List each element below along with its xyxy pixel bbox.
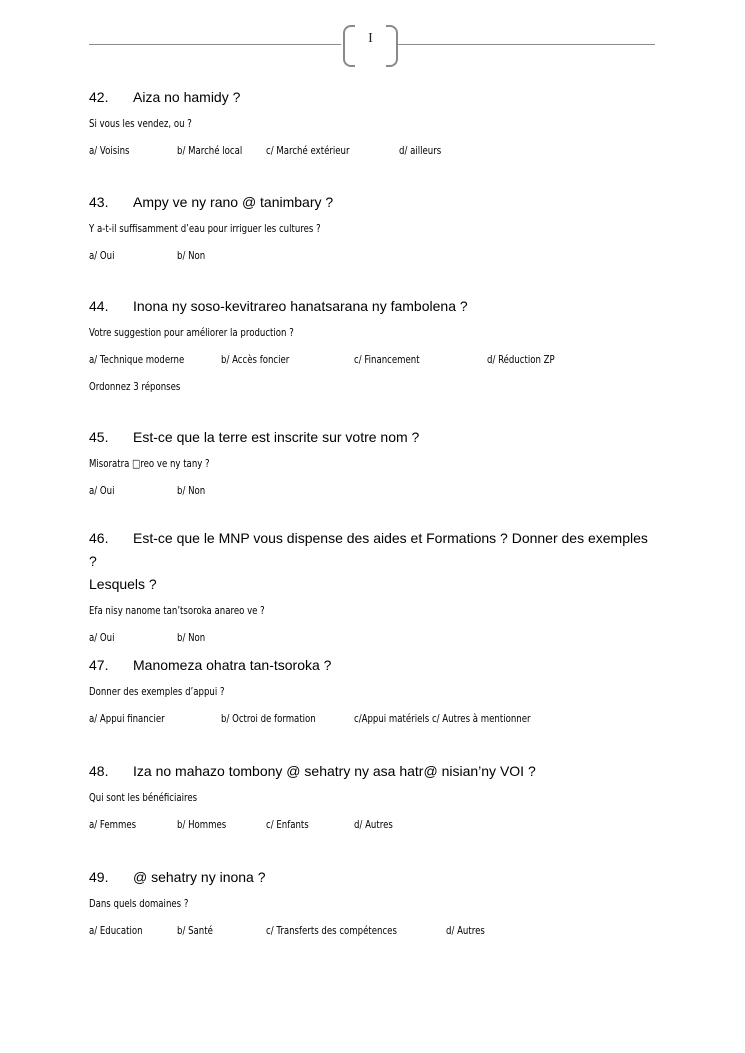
option-b[interactable]: b/ Marché local [177,144,243,157]
question-text: Iza no mahazo tombony @ sehatry ny asa hatr@ nisian’ny VOI ? [133,763,536,779]
option-d[interactable]: d/ ailleurs [399,144,442,157]
question-number: 47. [89,657,109,673]
option-a[interactable]: a/ Voisins [89,144,130,157]
question-title [89,866,659,889]
question-subtitle-line [89,786,659,813]
options-row [89,626,659,653]
question-number: 43. [89,194,109,210]
question-note: Ordonnez 3 réponses [89,380,181,393]
option-d[interactable]: d/ Autres [446,924,485,937]
question-number: 42. [89,89,109,105]
question-text: Est-ce que le MNP vous dispense des aides et Formations ? Donner des exemples ? [89,530,648,569]
question-number: 48. [89,763,109,779]
question-title [89,654,659,677]
option-b[interactable]: b/ Hommes [177,818,227,831]
question-subtitle: Donner des exemples d’appui ? [89,685,225,698]
option-b[interactable]: b/ Non [177,631,206,644]
option-d[interactable]: d/ Réduction ZP [487,353,555,366]
question-subtitle-line [89,217,659,244]
options-row [89,813,659,840]
question-subtitle: Y a-t-il suffisamment d’eau pour irriguer les cultures ? [89,222,321,235]
question-48 [89,760,659,840]
question-note-line [89,375,659,402]
option-a[interactable]: a/ Appui financier [89,712,165,725]
question-47 [89,654,659,734]
question-title-continuation: Lesquels ? [89,576,157,592]
question-subtitle: Votre suggestion pour améliorer la production ? [89,326,294,339]
question-45 [89,426,659,506]
question-title [89,527,659,573]
question-42 [89,86,659,166]
question-text: Ampy ve ny rano @ tanimbary ? [133,194,334,210]
question-text: Manomeza ohatra tan-tsoroka ? [133,657,332,673]
option-d[interactable]: d/ Autres [354,818,393,831]
option-b[interactable]: b/ Santé [177,924,213,937]
question-number: 46. [89,530,109,546]
page-number: I [368,31,373,46]
question-43 [89,191,659,271]
question-number: 49. [89,869,109,885]
header-rule-right [398,44,655,45]
question-title [89,86,659,109]
option-c[interactable]: c/ Financement [354,353,420,366]
question-text: @ sehatry ny inona ? [133,869,266,885]
question-subtitle-line [89,599,659,626]
question-number: 45. [89,429,109,445]
option-b[interactable]: b/ Accès foncier [221,353,290,366]
option-a[interactable]: a/ Oui [89,631,115,644]
question-subtitle: Si vous les vendez, ou ? [89,117,192,130]
option-a[interactable]: a/ Education [89,924,143,937]
question-49 [89,866,659,946]
option-a[interactable]: a/ Technique moderne [89,353,185,366]
question-46 [89,527,659,653]
question-text: Inona ny soso-kevitrareo hanatsarana ny fambolena ? [133,298,468,314]
options-row [89,919,659,946]
question-title [89,426,659,449]
question-subtitle: Qui sont les bénéficiaires [89,791,198,804]
question-number: 44. [89,298,109,314]
question-title [89,295,659,318]
question-subtitle-line [89,452,659,479]
question-text: Est-ce que la terre est inscrite sur votre nom ? [133,429,420,445]
option-b[interactable]: b/ Non [177,249,206,262]
question-subtitle: Efa nisy nanome tan’tsoroka anareo ve ? [89,604,265,617]
question-subtitle: Misoratra □reo ve ny tany ? [89,457,210,470]
option-b[interactable]: b/ Octroi de formation [221,712,316,725]
options-row [89,139,659,166]
options-row [89,244,659,271]
question-subtitle: Dans quels domaines ? [89,897,189,910]
question-subtitle-line [89,680,659,707]
option-a[interactable]: a/ Oui [89,484,115,497]
options-row [89,348,659,375]
header-rule-left [89,44,341,45]
question-44 [89,295,659,402]
question-subtitle-line [89,112,659,139]
page-number-bracket-left [343,25,355,67]
option-b[interactable]: b/ Non [177,484,206,497]
options-row [89,707,659,734]
options-row [89,479,659,506]
option-c[interactable]: c/Appui matériels c/ Autres à mentionner [354,712,531,725]
question-title [89,760,659,783]
option-c[interactable]: c/ Enfants [266,818,309,831]
option-c[interactable]: c/ Marché extérieur [266,144,350,157]
question-title [89,191,659,214]
option-a[interactable]: a/ Oui [89,249,115,262]
question-text: Aiza no hamidy ? [133,89,241,105]
option-a[interactable]: a/ Femmes [89,818,137,831]
page-number-bracket-right [386,25,398,67]
question-subtitle-line [89,321,659,348]
question-subtitle-line [89,892,659,919]
option-c[interactable]: c/ Transferts des compétences [266,924,397,937]
